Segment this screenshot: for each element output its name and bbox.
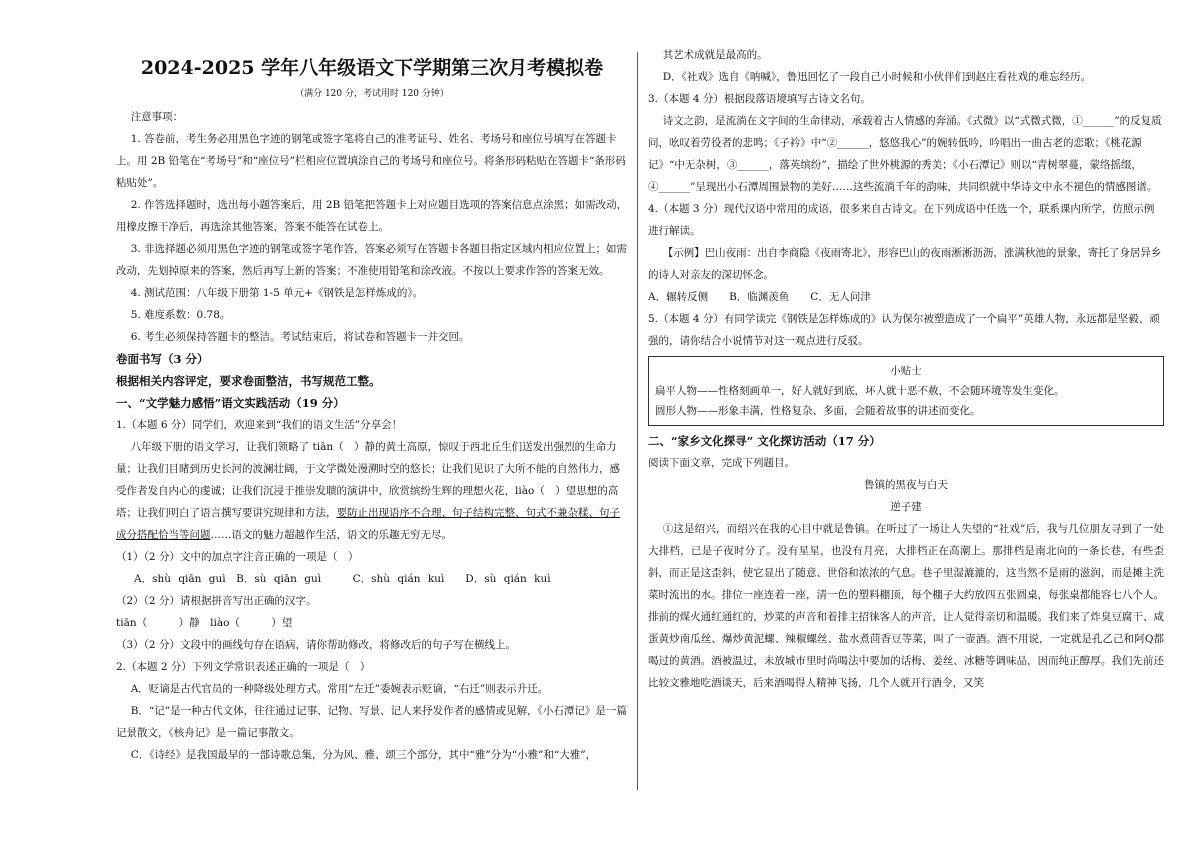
tip-line: 扁平人物——性格刻画单一，好人就好到底，坏人就十恶不赦，不会随环境等发生变化。 — [655, 385, 1065, 397]
q2-option-d: D．《社戏》选自《呐喊》，鲁迅回忆了一段自己小时候和小伙伴们到赵庄看社戏的难忘经历。 — [662, 71, 1092, 83]
q4: 4.（本题 3 分）现代汉语中常用的成语，很多来自古诗文。在下列成语中任选一个，联系课内所学，仿照示例进行解读。 — [648, 203, 1155, 237]
note-item: 4. 测试范围：八年级下册第 1-5 单元+《钢铁是怎样炼成的》。 — [130, 287, 424, 299]
essay-author: 逆子建 — [890, 501, 922, 513]
right-column — [648, 44, 1164, 694]
essay-paragraph: ①这是绍兴，而绍兴在我的心目中就是鲁镇。在听过了一场让人失望的“社戏”后，我与几位朋友寻到了一处大排档，已是子夜时分了。没有星星，也没有月亮，大排档正在高潮上。那排档是南北向的一条长巷，有些歪斜，而正是这歪斜，使它显出了随意、世俗和浓浓的气息。巷子里湿漉漉的，这当然不是雨的滋润，而是摊主洗菜时流出的水。排位一座连着一座，清一色的塑料棚顶，每个棚子大约放四五张圆桌，每张桌都能容七八个人。排前的煤火通红通红的，炒菜的声音和着排主招徕客人的声音，让人觉得亲切和温暖。我们来了炸臭豆腐干、咸蛋黄炒南瓜丝、爆炒黄泥螺、辣椒螺丝、盐水煮茴香豆等菜，叫了一壶酒。酒不用说，一定就是孔乙己和阿Q都喝过的黄酒。酒被温过，未放城市里时尚喝法中要加的话梅、姜丝、冰糖等调味品，因而纯正醇厚。我们先前还比较文雅地吃酒谈天，后来酒喝得人精神飞扬，几个人就开行酒令，又笑 — [648, 523, 1164, 689]
q4-options: A．辗转反侧 B．临渊羡鱼 C．无人问津 — [648, 291, 871, 303]
q1-intro: 1.（本题 6 分）同学们，欢迎来到“我们的语文生活”分享会！ — [116, 419, 403, 431]
q1-passage-underlined: 要防止出现语序不合理、句子结构完整、句式不兼杂糅、句子成分搭配恰当等问题 — [116, 507, 620, 541]
q2-option-b: B．“记”是一种古代文体，往往通过记事、记物、写景、记人来抒发作者的感情或见解，《小石潭记》是一篇记景散文，《核舟记》是一篇记事散文。 — [116, 705, 627, 739]
left-column — [116, 44, 628, 766]
q2: 2.（本题 2 分）下列文学常识表述正确的一项是（ ） — [116, 661, 371, 673]
q4-example: 【示例】巴山夜雨：出自李商隐《夜雨寄北》，形容巴山的夜雨淅淅沥沥，涨满秋池的景象，寄托了身居异乡的诗人对亲友的深切怀念。 — [648, 247, 1162, 281]
exam-subtitle: （满分 120 分，考试用时 120 分钟） — [295, 89, 449, 99]
notes-label: 注意事项： — [130, 111, 184, 123]
essay-title: 鲁镇的黑夜与白天 — [864, 479, 948, 491]
writing-text: 根据相关内容评定，要求卷面整洁，书写规范工整。 — [116, 374, 381, 388]
q3-text: 诗文之韵，是流淌在文字间的生命律动，承载着古人情感的奔涌。《式微》以“式微式微，①______”的反复质问，吆叹着劳役者的悲鸣；《子衿》中“②______，悠悠我心”的婉转低吟，吟唱出一曲古老的恋歌；《桃花源记》“中无杂树，③______，落英缤纷”，描绘了世外桃源的秀美；《小石潭记》则以“青树翠蔓，蒙络摇缀，④______”呈现出小石潭周围景物的美好……这些流淌千年的韵味，共同织就中华诗文中永不褪色的情感图谱。 — [648, 115, 1162, 193]
q2-option-c: C．《诗经》是我国最早的一部诗歌总集，分为风、雅、颂三个部分，其中“雅”分为“小雅”和“大雅”， — [130, 749, 597, 761]
q5: 5.（本题 4 分）有同学读完《钢铁是怎样炼成的》认为保尔被塑造成了一个扁平”英雄人物，永远都是坚毅、顽强的，请你结合小说情节对这一观点进行反驳。 — [648, 313, 1160, 347]
q1-1-options: A．shù qiān guì B．sù qiān guì C．shù qián kuì D．sù qián kuì — [134, 573, 551, 585]
note-item: 6. 考生必须保持答题卡的整洁。考试结束后，将试卷和答题卡一并交回。 — [130, 331, 470, 343]
note-item: 2. 作答选择题时，选出每小题答案后，用 2B 铅笔把答题卡上对应题目选项的答案信息点涂黑；如需改动，用橡皮擦干净后，再选涂其他答案，答案不能答在试卷上。 — [116, 199, 628, 233]
column-divider — [637, 52, 638, 790]
section2-heading: 二、“家乡文化探寻” 文化探访活动（17 分） — [648, 434, 881, 448]
tip-box — [648, 356, 1164, 426]
q3: 3.（本题 4 分）根据段落语境填写古诗文名句。 — [648, 93, 871, 105]
note-item: 3. 非选择题必须用黑色字迹的钢笔或签字笔作答，答案必须写在答题卡各题目指定区域内相应位置上；如需改动，先划掉原来的答案，然后再写上新的答案；不准使用铅笔和涂改液。不按以上要求作答的答案无效。 — [116, 243, 628, 277]
q1-2-fill: tiān（ ）静 liào（ ）望 — [116, 617, 293, 629]
tip-line: 圆形人物——形象丰满，性格复杂、多面，会随着故事的讲述而变化。 — [655, 405, 981, 417]
note-item: 5. 难度系数：0.78。 — [130, 309, 231, 321]
q1-passage-a: 八年级下册的语文学习，让我们领略了 tiān（ ）静的黄土高原，惊叹于西北丘生们送发出强烈的生命力量；让我们目睹到历史长河的波澜壮阔，于文学微处漫溯时空的悠长；让我们见识了大所不能的自然伟力，感受作者发自内心的虔诚；让我们沉浸于推崇发聩的演讲中，欣赏缤纷生辉的理想火花，liào（ ）望思想的高塔；让我们明白了语言撰写要讲究规律和方法， — [116, 441, 620, 519]
section2-intro: 阅读下面文章，完成下列题目。 — [648, 457, 795, 469]
q1-3: （3）（2 分）文段中的画线句存在语病，请你帮助修改，将修改后的句子写在横线上。 — [116, 639, 516, 651]
q2-option-c-cont: 其艺术成就是最高的。 — [662, 49, 768, 61]
q1-2: （2）（2 分）请根据拼音写出正确的汉字。 — [116, 595, 317, 607]
exam-title: 2024-2025 学年八年级语文下学期第三次月考模拟卷 — [140, 57, 604, 79]
q2-option-a: A．贬谪是古代官员的一种降级处理方式。常用“左迁”委婉表示贬谪，“右迁”则表示升迁。 — [130, 683, 549, 695]
writing-heading: 卷面书写（3 分） — [116, 352, 209, 366]
note-item: 1. 答卷前，考生务必用黑色字迹的钢笔或签字笔将自己的准考证号、姓名、考场号和座位号填写在答题卡上。用 2B 铅笔在“考场号”和“座位号”栏相应位置填涂自己的考场号和座位号。将条形码粘贴在答题卡“条形码粘贴处”。 — [116, 133, 626, 189]
q1-passage — [116, 436, 628, 546]
tip-title: 小贴士 — [890, 365, 922, 377]
section1-heading: 一、“文学魅力感悟”语文实践活动（19 分） — [116, 396, 345, 410]
q1-1: （1）（2 分）文中的加点字注音正确的一项是（ ） — [116, 551, 359, 563]
q1-passage-b: ……语文的魅力超越作生活，语文的乐趣无穷无尽。 — [210, 529, 452, 541]
